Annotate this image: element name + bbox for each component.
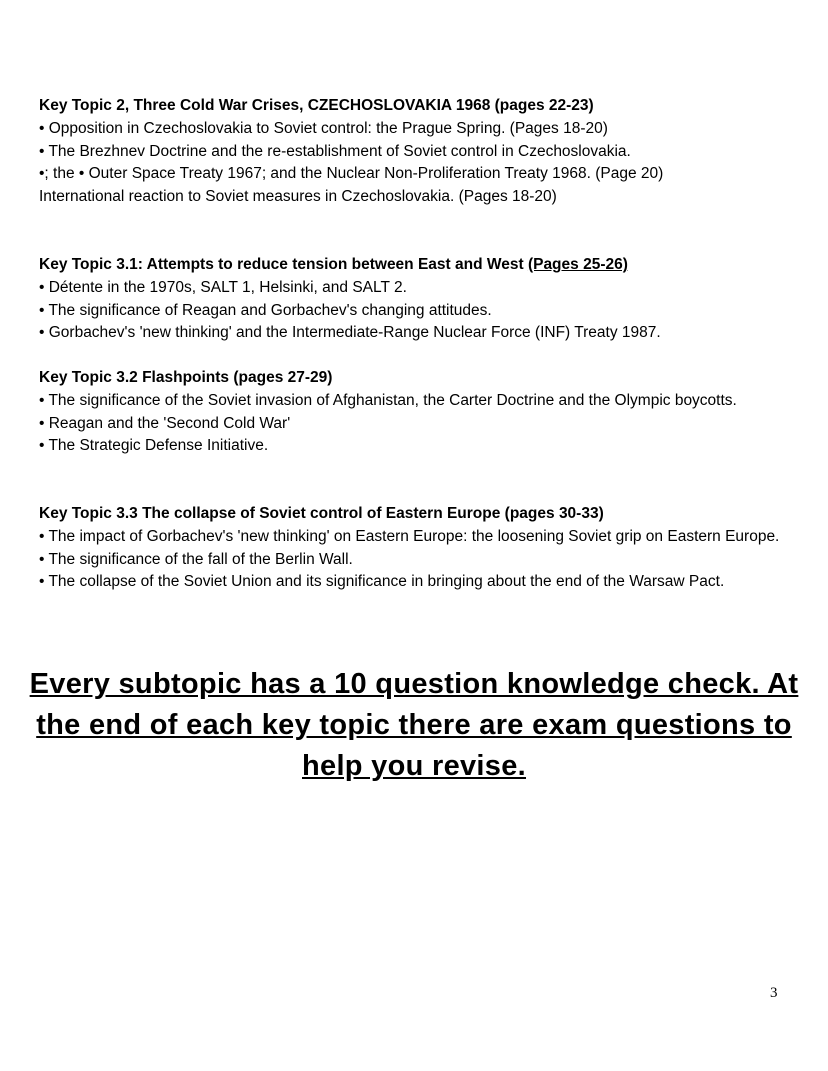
list-item: •; the • Outer Space Treaty 1967; and the Nuclear Non-Proliferation Treaty 1968. (Page 20) (39, 165, 664, 183)
list-item: International reaction to Soviet measures in Czechoslovakia. (Pages 18-20) (39, 188, 557, 206)
section-heading: Key Topic 3.3 The collapse of Soviet control of Eastern Europe (pages 30-33) (39, 505, 604, 522)
page-reference: (Pages 25-26) (527, 256, 628, 273)
page-number: 3 (770, 985, 778, 1001)
list-item: • The impact of Gorbachev's 'new thinking' on Eastern Europe: the loosening Soviet grip on Eastern Europe. (39, 527, 780, 545)
list-item: • The significance of the Soviet invasion of Afghanistan, the Carter Doctrine and the Olympic boycotts. (39, 391, 737, 409)
section-key-topic-3-1 (39, 254, 799, 345)
list-item: • The significance of the fall of the Berlin Wall. (39, 550, 353, 568)
callout-text: Every subtopic has a 10 question knowledge check. At the end of each key topic there are exam questions to help you revise. (29, 668, 799, 782)
section-heading (39, 254, 799, 277)
list-item: • The Strategic Defense Initiative. (39, 437, 269, 455)
list-item: • Détente in the 1970s, SALT 1, Helsinki, and SALT 2. (39, 278, 407, 296)
list-item: • The collapse of the Soviet Union and its significance in bringing about the end of the Warsaw Pact. (39, 573, 725, 591)
list-item: • Reagan and the 'Second Cold War' (39, 414, 291, 432)
section-key-topic-2 (39, 95, 799, 209)
list-item: • Opposition in Czechoslovakia to Soviet control: the Prague Spring. (Pages 18-20) (39, 119, 608, 137)
list-item: • Gorbachev's 'new thinking' and the Intermediate-Range Nuclear Force (INF) Treaty 1987. (39, 324, 661, 342)
list-item: • The significance of Reagan and Gorbachev's changing attitudes. (39, 301, 492, 319)
section-key-topic-3-3 (39, 503, 799, 594)
heading-text: Key Topic 3.1: Attempts to reduce tension between East and West (39, 256, 528, 273)
list-item: • The Brezhnev Doctrine and the re-establishment of Soviet control in Czechoslovakia. (39, 142, 631, 160)
section-heading: Key Topic 2, Three Cold War Crises, CZECHOSLOVAKIA 1968 (pages 22-23) (39, 97, 594, 114)
section-key-topic-3-2 (39, 367, 799, 458)
section-heading: Key Topic 3.2 Flashpoints (pages 27-29) (39, 369, 333, 386)
